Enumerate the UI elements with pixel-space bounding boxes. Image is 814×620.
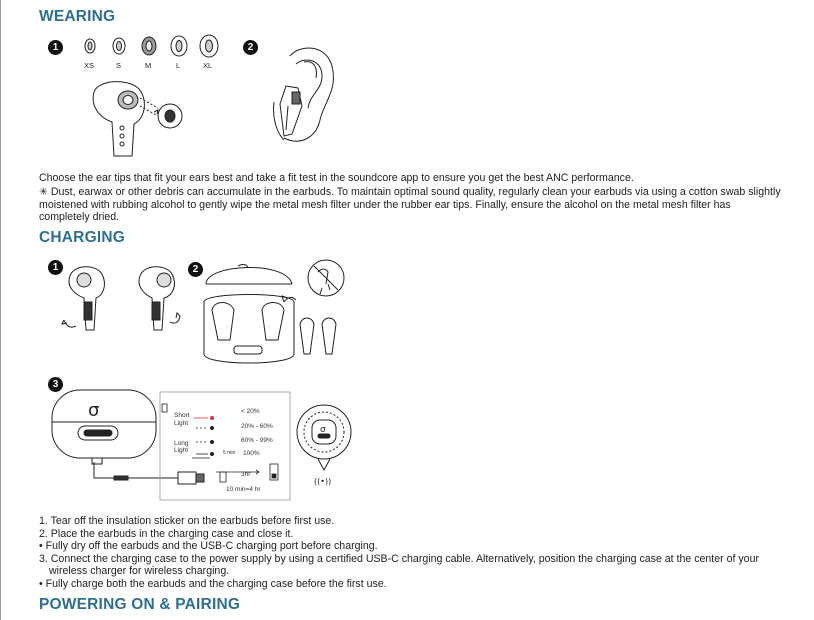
charging-item-1: 1. Tear off the insulation sticker on the earbuds before first use.	[39, 515, 335, 527]
battery-20-60: 20% - 60%	[241, 423, 273, 430]
charging-item-2: 2. Place the earbuds in the charging case and close it.	[39, 528, 294, 540]
charging-item-3: • Fully dry off the earbuds and the USB-C charging port before charging.	[39, 540, 378, 552]
charging-item-4: 3. Connect the charging case to the power supply by using a certified USB-C charging cable. Alternatively, position the charging case at the center of your	[39, 553, 759, 565]
charging-step-1-badge: 1	[48, 260, 63, 275]
long-label: Long	[174, 440, 189, 447]
wearing-heading: WEARING	[39, 8, 116, 25]
svg-text:σ: σ	[320, 425, 326, 435]
wireless-charger-illustration	[296, 404, 354, 488]
wearing-cleaning-line-1: ✳ Dust, earwax or other debris can accumulate in the earbuds. To maintain optimal sound quality, regularly clean your earbuds via using a cotton swab slightly	[39, 186, 781, 198]
size-label-xs: XS	[84, 61, 95, 70]
size-label-xl: XL	[203, 61, 213, 70]
quick-charge-label: 10 min=4 hr	[226, 486, 261, 493]
size-label-s: S	[116, 61, 122, 70]
wearing-cleaning-line-2: moistened with rubbing alcohol to gently wipe the metal mesh filter under the rubber ear tips. Finally, ensure the alcohol on the metal mesh filter has	[39, 199, 731, 211]
page-left-border	[0, 0, 1, 620]
size-label-l: L	[176, 61, 181, 70]
charging-case-closed-illustration	[50, 388, 160, 466]
ear-wearing-illustration	[262, 42, 342, 147]
earbuds-sticker-removal-illustration	[60, 262, 190, 342]
charging-item-5: wireless charger for wireless charging.	[49, 565, 230, 577]
light-label-2: Light	[174, 447, 189, 454]
wearing-step-1-badge: 1	[48, 40, 63, 55]
light-label: Light	[174, 420, 189, 427]
wearing-cleaning-line-3: completely dried.	[39, 211, 120, 223]
charge-time-3hr: 3hr	[241, 471, 251, 478]
short-label: Short	[174, 412, 190, 419]
five-min-label: 5 min	[223, 450, 236, 456]
svg-text:σ: σ	[88, 400, 100, 421]
svg-text:((•)): ((•))	[314, 477, 332, 486]
charging-heading: CHARGING	[39, 229, 125, 246]
battery-60-99: 60% - 99%	[241, 437, 273, 444]
ear-tip-sizes-illustration	[80, 36, 220, 60]
powering-heading: POWERING ON & PAIRING	[39, 596, 241, 613]
charging-step-2-badge: 2	[188, 262, 203, 277]
wearing-fit-paragraph: Choose the ear tips that fit your ears best and take a fit test in the soundcore app to ensure you get the best ANC performance.	[39, 172, 634, 184]
battery-lt20: < 20%	[241, 408, 260, 415]
earbud-tip-fitting-illustration	[88, 78, 198, 160]
battery-full: 100%	[243, 450, 260, 457]
charging-item-6: • Fully charge both the earbuds and the charging case before the first use.	[39, 578, 387, 590]
wearing-step-2-badge: 2	[243, 40, 258, 55]
charging-case-open-illustration	[200, 258, 360, 368]
size-label-m: M	[145, 61, 152, 70]
charging-step-3-badge: 3	[48, 377, 63, 392]
